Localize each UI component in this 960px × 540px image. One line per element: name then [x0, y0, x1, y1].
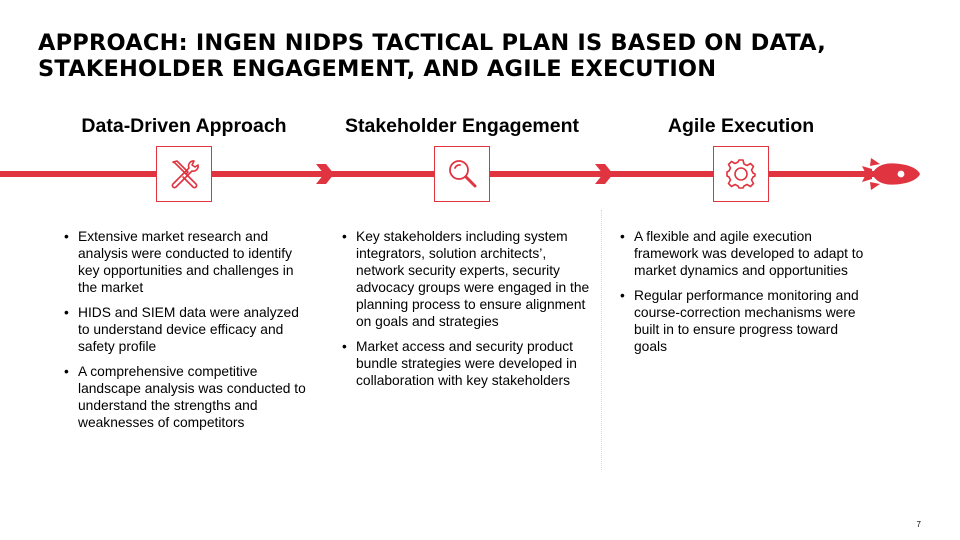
list-item: • Extensive market research and analysis were conducted to identify key opportunities and challenges in the market	[62, 228, 312, 296]
column-heading-stakeholder: Stakeholder Engagement	[344, 115, 580, 137]
list-item: • A comprehensive competitive landscape analysis was conducted to understand the strengths and weaknesses of competitors	[62, 363, 312, 431]
slide-title-line-1: APPROACH: INGEN NIDPS TACTICAL PLAN IS BASED ON DATA,	[38, 30, 826, 56]
rocket-icon	[862, 158, 920, 190]
slide-title-line-2: STAKEHOLDER ENGAGEMENT, AND AGILE EXECUTION	[38, 56, 717, 82]
slide-title	[38, 30, 928, 82]
column-heading-data-driven: Data-Driven Approach	[81, 115, 287, 137]
bullet-list-agile	[618, 228, 868, 363]
list-item: • HIDS and SIEM data were analyzed to understand device efficacy and safety profile	[62, 304, 312, 355]
list-item: • Market access and security product bundle strategies were developed in collaboration with key stakeholders	[340, 338, 590, 389]
list-item: • A flexible and agile execution framework was developed to adapt to market dynamics and opportunities	[618, 228, 868, 279]
list-item: • Key stakeholders including system integrators, solution architects’, network security experts, security advocacy groups were engaged in the planning process to ensure alignment on goals and strategies	[340, 228, 590, 330]
gear-icon-box	[713, 146, 769, 202]
bullet-list-data-driven	[62, 228, 312, 439]
bullet-list-stakeholder	[340, 228, 590, 397]
column-heading-agile: Agile Execution	[667, 115, 815, 137]
column-divider	[601, 210, 602, 470]
tools-icon	[167, 157, 201, 191]
magnifier-icon-box	[434, 146, 490, 202]
gear-icon	[724, 157, 758, 191]
magnifier-icon	[445, 157, 479, 191]
list-item: • Regular performance monitoring and course-correction mechanisms were built in to ensure progress toward goals	[618, 287, 868, 355]
tools-icon-box	[156, 146, 212, 202]
page-number: 7	[916, 520, 921, 529]
